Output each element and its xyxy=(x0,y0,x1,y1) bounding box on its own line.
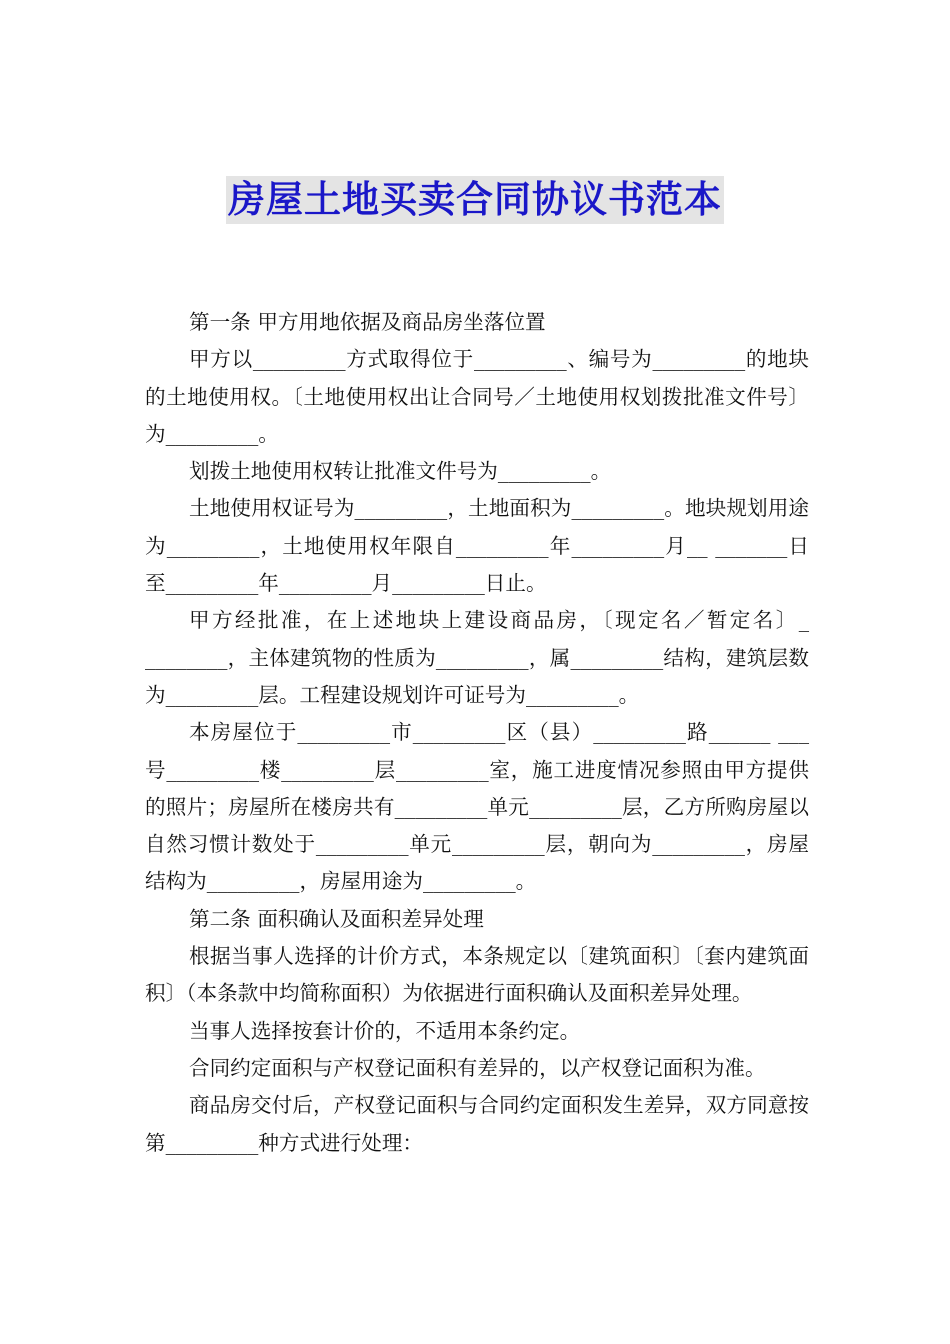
paragraph: 划拨土地使用权转让批准文件号为_________。 xyxy=(189,459,612,484)
paragraph: 当事人选择按套计价的，不适用本条约定。 xyxy=(189,1018,581,1043)
paragraph: 第一条 甲方用地依据及商品房坐落位置 xyxy=(189,310,546,334)
document-body xyxy=(145,304,809,1162)
paragraph: 甲方经批准，在上述地块上建设商品房，〔现定名／暂定名〕_ ________，主体建筑物的性质为_________，属_________结构，建筑层数为_________层。工程建设规划许可证号为_________。 xyxy=(145,608,809,707)
paragraph: 土地使用权证号为_________，土地面积为_________。地块规划用途为_________，土地使用权年限自_________年_________月__ _______日至_________年_________月_________日止。 xyxy=(145,496,809,596)
paragraph: 甲方以_________方式取得位于_________、编号为_________的地块的土地使用权。〔土地使用权出让合同号／土地使用权划拨批准文件号〕为_________。 xyxy=(145,347,809,446)
paragraph: 根据当事人选择的计价方式，本条规定以〔建筑面积〕〔套内建筑面积〕（本条款中均简称面积）为依据进行面积确认及面积差异处理。 xyxy=(145,944,809,1006)
paragraph: 商品房交付后，产权登记面积与合同约定面积发生差异，双方同意按第_________种方式进行处理： xyxy=(145,1093,809,1155)
paragraph: 本房屋位于_________市_________区（县）_________路______ ___号_________楼_________层_________室，施工进度情况参照由甲方提供的照片；房屋所在楼房共有_________单元_________层，乙方所购房屋以自然习惯计数处于_________单元_________层，朝向为_________，房屋结构为_________，房屋用途为_________。 xyxy=(145,720,809,894)
paragraph: 第二条 面积确认及面积差异处理 xyxy=(189,906,484,931)
paragraph: 合同约定面积与产权登记面积有差异的，以产权登记面积为准。 xyxy=(189,1055,766,1080)
document-title: 房屋土地买卖合同协议书范本 xyxy=(226,176,724,224)
title-container xyxy=(0,176,950,224)
